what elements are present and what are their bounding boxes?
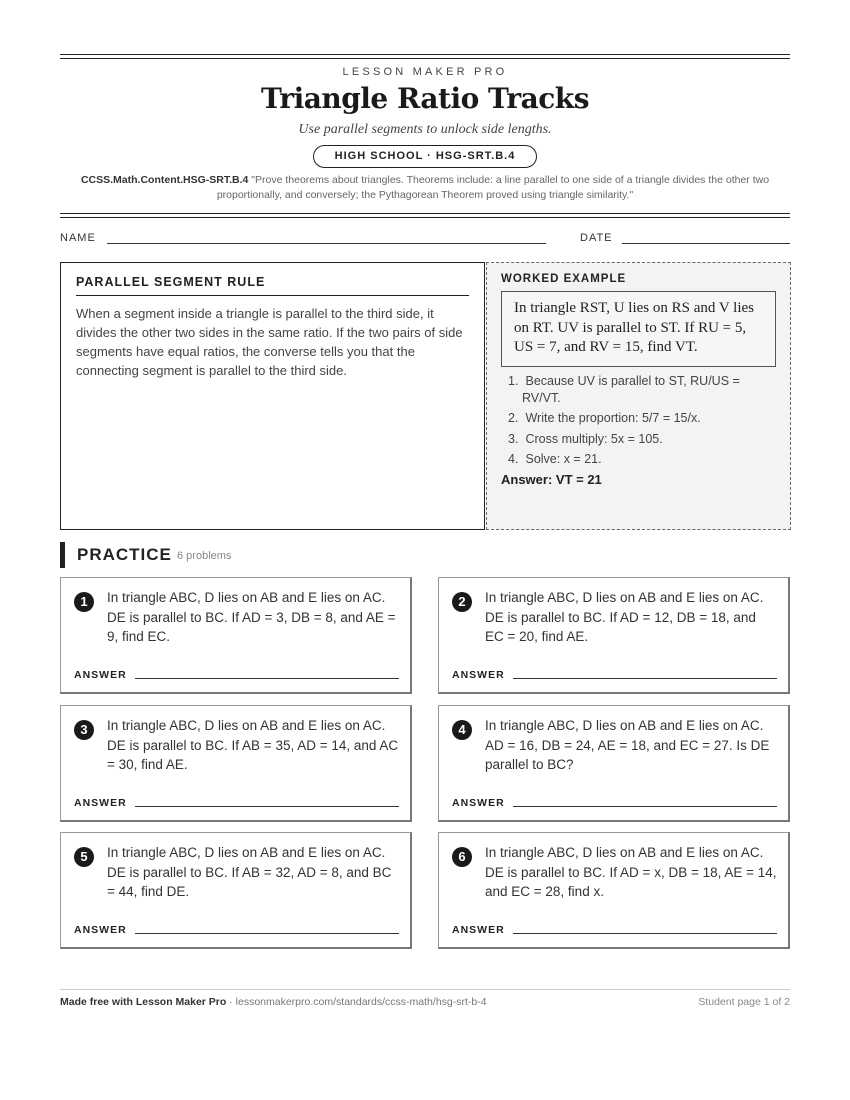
step-item (508, 451, 776, 468)
answer-field[interactable] (135, 678, 399, 679)
footer-made-with: Made free with Lesson Maker Pro (60, 996, 227, 1008)
answer-label: ANSWER (74, 669, 127, 681)
problem-text: In triangle ABC, D lies on AB and E lies on AC. DE is parallel to BC. If AB = 35, AD = 14, and AC = 30, find AE. (107, 718, 399, 772)
problem-number-badge: 3 (74, 720, 94, 740)
problem-number-badge: 4 (452, 720, 472, 740)
problem-text: In triangle ABC, D lies on AB and E lies on AC. DE is parallel to BC. If AD = 12, DB = 18, and EC = 20, find AE. (485, 590, 764, 644)
worksheet-subtitle: Use parallel segments to unlock side lengths. (298, 122, 552, 137)
problem-card-6 (438, 832, 790, 949)
footer-credit (60, 996, 487, 1008)
step-item (508, 410, 776, 427)
problem-card-1 (60, 577, 412, 694)
answer-field[interactable] (135, 806, 399, 807)
answer-field[interactable] (135, 933, 399, 934)
worked-example-box (486, 262, 791, 530)
step-number: 1. (508, 373, 519, 388)
date-field[interactable] (622, 243, 790, 244)
answer-label: ANSWER (452, 797, 505, 809)
standard-description (60, 173, 790, 203)
step-item (508, 373, 776, 407)
worked-example-heading: WORKED EXAMPLE (501, 273, 627, 285)
step-text: Write the proportion: 5/7 = 15/x. (525, 411, 701, 425)
answer-field[interactable] (513, 933, 777, 934)
worksheet-title: Triangle Ratio Tracks (261, 82, 589, 115)
answer-label: ANSWER (452, 669, 505, 681)
step-number: 4. (508, 452, 519, 466)
step-item (508, 431, 776, 448)
practice-count: 6 problems (177, 550, 232, 562)
standard-code: CCSS.Math.Content.HSG-SRT.B.4 (80, 174, 249, 186)
footer-separator: · (226, 996, 236, 1008)
step-text: Solve: x = 21. (525, 452, 602, 466)
practice-accent-bar (60, 542, 65, 568)
grade-standard-badge: HIGH SCHOOL · HSG-SRT.B.4 (313, 145, 537, 168)
problem-card-4 (438, 705, 790, 822)
name-field[interactable] (107, 243, 546, 244)
footer-url-link[interactable]: lessonmakerpro.com/standards/ccss-math/hsg-srt-b-4 (235, 996, 487, 1008)
answer-field[interactable] (513, 678, 777, 679)
worked-example-problem: In triangle RST, U lies on RS and V lies on RT. UV is parallel to ST. If RU = 5, US = 7, and RV = 15, find VT. (501, 291, 776, 367)
parallel-segment-rule-box (60, 262, 485, 530)
answer-label: ANSWER (74, 924, 127, 936)
step-number: 2. (508, 411, 519, 425)
footer-rule (60, 989, 790, 990)
standard-text: "Prove theorems about triangles. Theorems include: a line parallel to one side of a triangle divides the other two proportionally, and conversely; the Pythagorean Theorem proved using triangle similarity." (216, 174, 770, 201)
rule-text: When a segment inside a triangle is parallel to the third side, it divides the other two sides in the same ratio. If the two pairs of side segments have equal ratios, the converse tells you that the connecting segment is parallel to the third side. (76, 306, 463, 378)
problem-card-5 (60, 832, 412, 949)
answer-label: ANSWER (452, 924, 505, 936)
problem-number-badge: 1 (74, 592, 94, 612)
date-label: DATE (580, 232, 613, 244)
step-text: Because UV is parallel to ST, RU/US = RV/VT. (522, 373, 740, 405)
name-label: NAME (60, 232, 96, 244)
step-text: Cross multiply: 5x = 105. (525, 431, 663, 446)
problem-number-badge: 2 (452, 592, 472, 612)
problem-text: In triangle ABC, D lies on AB and E lies on AC. DE is parallel to BC. If AD = 3, DB = 8, and AE = 9, find EC. (107, 590, 396, 644)
answer-field[interactable] (513, 806, 777, 807)
problem-card-2 (438, 577, 790, 694)
problem-text: In triangle ABC, D lies on AB and E lies on AC. DE is parallel to BC. If AD = x, DB = 18, AE = 14, and EC = 28, find x. (485, 845, 777, 899)
header-top-rule (60, 54, 790, 59)
worked-example-answer: Answer: VT = 21 (501, 472, 602, 487)
rule-heading: PARALLEL SEGMENT RULE (76, 275, 469, 296)
practice-heading: PRACTICE (77, 545, 172, 564)
problem-text: In triangle ABC, D lies on AB and E lies on AC. DE is parallel to BC. If AB = 32, AD = 8, and BC = 44, find DE. (107, 845, 392, 899)
footer-page-number: Student page 1 of 2 (698, 996, 790, 1008)
brand-name: LESSON MAKER PRO (342, 66, 508, 78)
answer-label: ANSWER (74, 797, 127, 809)
problem-text: In triangle ABC, D lies on AB and E lies on AC. AD = 16, DB = 24, AE = 18, and EC = 27. Is DE parallel to BC? (485, 718, 770, 772)
step-number: 3. (508, 431, 519, 446)
problem-card-3 (60, 705, 412, 822)
problem-number-badge: 6 (452, 847, 472, 867)
worked-example-steps (501, 373, 776, 469)
header-bottom-rule (60, 213, 790, 218)
problem-number-badge: 5 (74, 847, 94, 867)
